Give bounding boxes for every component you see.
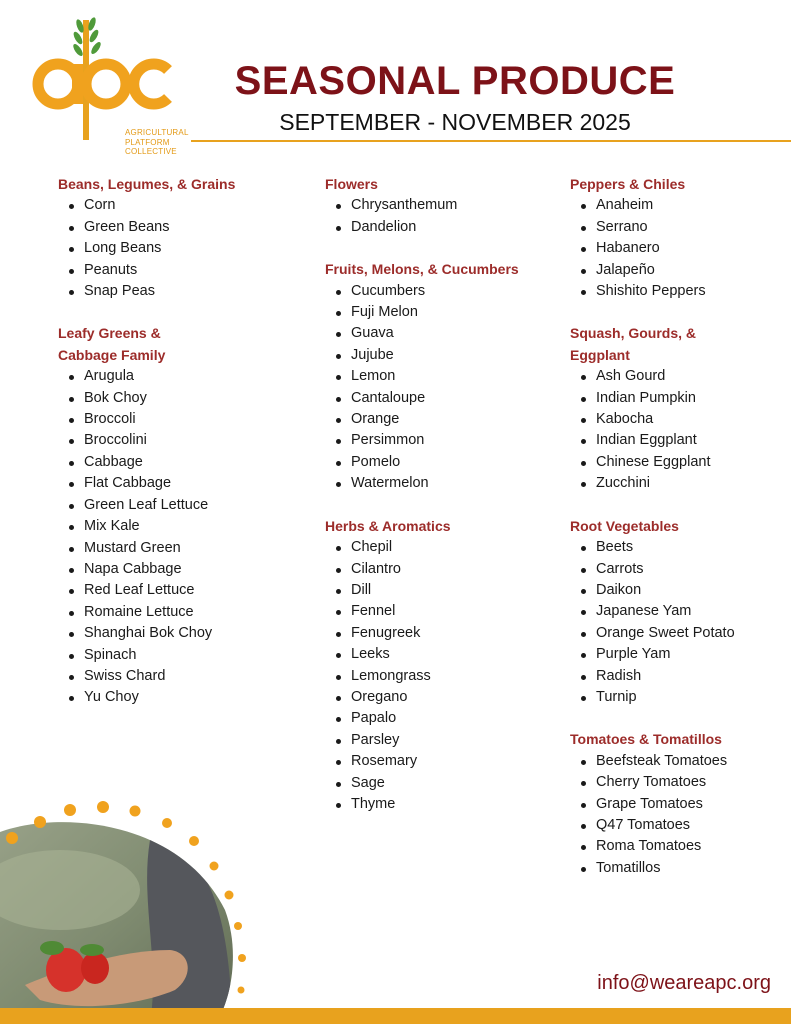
produce-item: Indian Eggplant: [570, 430, 746, 451]
produce-section: [58, 323, 298, 708]
produce-section: [325, 516, 565, 816]
produce-item: Dill: [325, 580, 565, 601]
produce-item: Serrano: [570, 217, 746, 238]
produce-list: [325, 281, 565, 495]
produce-item: Long Beans: [58, 238, 298, 259]
column-1: [58, 174, 298, 730]
section-heading: Leafy Greens & Cabbage Family: [58, 325, 166, 363]
produce-item: Romaine Lettuce: [58, 602, 298, 623]
produce-item: Ash Gourd: [570, 366, 746, 387]
produce-section: [570, 323, 785, 494]
produce-item: Papalo: [325, 708, 565, 729]
produce-item: Orange Sweet Potato: [570, 623, 746, 644]
produce-list: [58, 366, 298, 709]
hand-holding-strawberries-icon: [0, 800, 260, 1024]
produce-item: Watermelon: [325, 473, 565, 494]
sprout-icon: [30, 14, 180, 146]
produce-item: Cabbage: [58, 452, 298, 473]
produce-item: Orange: [325, 409, 565, 430]
produce-item: Peanuts: [58, 260, 298, 281]
footer-bar: [0, 1008, 791, 1024]
section-heading: Squash, Gourds, & Eggplant: [570, 325, 697, 363]
produce-item: Turnip: [570, 687, 746, 708]
produce-item: Cherry Tomatoes: [570, 772, 746, 793]
apc-logo: [30, 14, 189, 156]
produce-list: [570, 537, 785, 708]
produce-item: Oregano: [325, 687, 565, 708]
produce-item: Flat Cabbage: [58, 473, 298, 494]
produce-item: Shishito Peppers: [570, 281, 746, 302]
produce-list: [570, 366, 785, 494]
produce-item: Cilantro: [325, 559, 565, 580]
produce-item: Shanghai Bok Choy: [58, 623, 298, 644]
produce-item: Purple Yam: [570, 644, 746, 665]
produce-item: Mix Kale: [58, 516, 298, 537]
produce-item: Persimmon: [325, 430, 565, 451]
produce-item: Indian Pumpkin: [570, 388, 746, 409]
produce-item: Spinach: [58, 645, 298, 666]
produce-item: Napa Cabbage: [58, 559, 298, 580]
produce-photo: [0, 800, 260, 1024]
produce-section: [570, 174, 785, 302]
column-2: [325, 174, 565, 836]
produce-item: Green Leaf Lettuce: [58, 495, 298, 516]
section-heading: Peppers & Chiles: [570, 176, 686, 192]
produce-section: [325, 259, 565, 494]
produce-item: Lemongrass: [325, 666, 565, 687]
produce-item: Parsley: [325, 730, 565, 751]
produce-item: Chepil: [325, 537, 565, 558]
produce-item: Lemon: [325, 366, 565, 387]
produce-item: Chinese Eggplant: [570, 452, 746, 473]
page-title: SEASONAL PRODUCE: [234, 59, 676, 103]
produce-item: Broccoli: [58, 409, 298, 430]
produce-item: Rosemary: [325, 751, 565, 772]
produce-item: Habanero: [570, 238, 746, 259]
contact-email[interactable]: info@weareapc.org: [597, 972, 771, 994]
produce-section: [570, 729, 785, 879]
produce-item: Arugula: [58, 366, 298, 387]
produce-item: Chrysanthemum: [325, 195, 565, 216]
produce-item: Japanese Yam: [570, 601, 746, 622]
produce-item: Beets: [570, 537, 746, 558]
produce-list: [570, 751, 785, 879]
produce-section: [58, 174, 298, 302]
produce-item: Thyme: [325, 794, 565, 815]
section-heading: Fruits, Melons, & Cucumbers: [325, 261, 519, 278]
produce-section: [570, 516, 785, 709]
column-3: [570, 174, 785, 900]
page-subtitle: SEPTEMBER - NOVEMBER 2025: [279, 109, 631, 135]
produce-item: Pomelo: [325, 452, 565, 473]
section-heading: Tomatoes & Tomatillos: [570, 731, 722, 748]
logo-org-name: AGRICULTURAL PLATFORM COLLECTIVE: [125, 128, 189, 156]
produce-item: Guava: [325, 323, 565, 344]
section-heading: Root Vegetables: [570, 517, 679, 534]
produce-section: [325, 174, 565, 238]
produce-item: Beefsteak Tomatoes: [570, 751, 746, 772]
produce-item: Grape Tomatoes: [570, 794, 746, 815]
header-divider: [191, 140, 791, 142]
produce-item: Tomatillos: [570, 858, 746, 879]
produce-item: Jujube: [325, 345, 565, 366]
produce-item: Roma Tomatoes: [570, 836, 746, 857]
produce-list: [58, 195, 298, 302]
produce-item: Snap Peas: [58, 281, 298, 302]
produce-item: Dandelion: [325, 217, 565, 238]
produce-item: Yu Choy: [58, 687, 298, 708]
produce-item: Mustard Green: [58, 538, 298, 559]
section-heading: Beans, Legumes, & Grains: [58, 176, 236, 192]
produce-item: Carrots: [570, 559, 746, 580]
produce-list: [570, 195, 785, 302]
produce-item: Green Beans: [58, 217, 298, 238]
produce-item: Fennel: [325, 601, 565, 622]
section-heading: Herbs & Aromatics: [325, 517, 451, 534]
produce-item: Swiss Chard: [58, 666, 298, 687]
produce-item: Bok Choy: [58, 388, 298, 409]
produce-item: Jalapeño: [570, 260, 746, 281]
produce-item: Daikon: [570, 580, 746, 601]
produce-item: Q47 Tomatoes: [570, 815, 746, 836]
produce-list: [325, 537, 565, 815]
produce-item: Broccolini: [58, 430, 298, 451]
produce-list: [325, 195, 565, 238]
produce-item: Radish: [570, 666, 746, 687]
produce-item: Corn: [58, 195, 298, 216]
produce-item: Zucchini: [570, 473, 746, 494]
produce-item: Cucumbers: [325, 281, 565, 302]
section-heading: Flowers: [325, 176, 378, 192]
produce-item: Kabocha: [570, 409, 746, 430]
produce-item: Anaheim: [570, 195, 746, 216]
produce-item: Fuji Melon: [325, 302, 565, 323]
produce-item: Cantaloupe: [325, 388, 565, 409]
produce-item: Fenugreek: [325, 623, 565, 644]
produce-item: Sage: [325, 773, 565, 794]
produce-item: Red Leaf Lettuce: [58, 580, 298, 601]
produce-item: Leeks: [325, 644, 565, 665]
